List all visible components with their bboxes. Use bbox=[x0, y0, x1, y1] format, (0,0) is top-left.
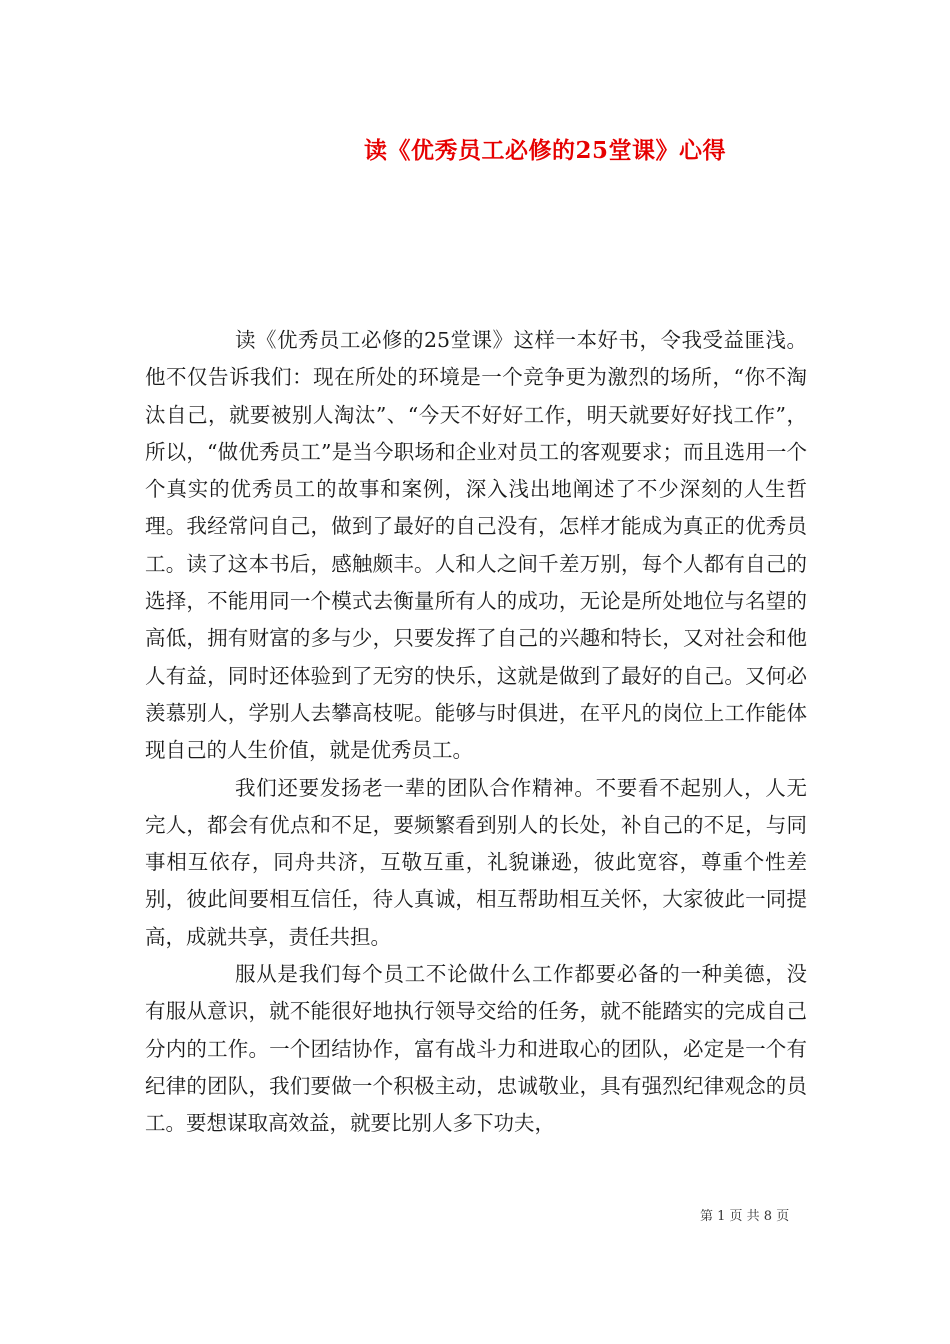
paragraph-2: 我们还要发扬老一辈的团队合作精神。不要看不起别人，人无完人，都会有优点和不足，要频繁看到别人的长处，补自己的不足，与同事相互依存，同舟共济，互敬互重，礼貌谦逊，彼此宽容，尊重个性差别，彼此间要相互信任，待人真诚，相互帮助相互关怀，大家彼此一同提高，成就共享，责任共担。 bbox=[145, 775, 807, 949]
document-title: 读《优秀员工必修的25堂课》心得 bbox=[363, 137, 726, 164]
page-footer: 第 1 页 共 8 页 bbox=[700, 1209, 790, 1224]
paragraph-1: 读《优秀员工必修的25堂课》这样一本好书，令我受益匪浅。他不仅告诉我们：现在所处的环境是一个竞争更为激烈的场所，“你不淘汰自己，就要被别人淘汰”、“今天不好好工作，明天就要好好找工作”，所以，“做优秀员工”是当今职场和企业对员工的客观要求；而且选用一个个真实的优秀员工的故事和案例，深入浅出地阐述了不少深刻的人生哲理。我经常问自己，做到了最好的自己没有，怎样才能成为真正的优秀员工。读了这本书后，感触颇丰。人和人之间千差万别，每个人都有自己的选择，不能用同一个模式去衡量所有人的成功，无论是所处地位与名望的高低，拥有财富的多与少，只要发挥了自己的兴趣和特长，又对社会和他人有益，同时还体验到了无穷的快乐，这就是做到了最好的自己。又何必羡慕别人，学别人去攀高枝呢。能够与时俱进，在平凡的岗位上工作能体现自己的人生价值，就是优秀员工。 bbox=[145, 328, 807, 763]
paragraph-3: 服从是我们每个员工不论做什么工作都要必备的一种美德，没有服从意识，就不能很好地执行领导交给的任务，就不能踏实的完成自己分内的工作。一个团结协作，富有战斗力和进取心的团队，必定是一个有纪律的团队，我们要做一个积极主动，忠诚敬业，具有强烈纪律观念的员工。要想谋取高效益，就要比别人多下功夫， bbox=[145, 962, 807, 1136]
document-body bbox=[145, 322, 807, 1143]
